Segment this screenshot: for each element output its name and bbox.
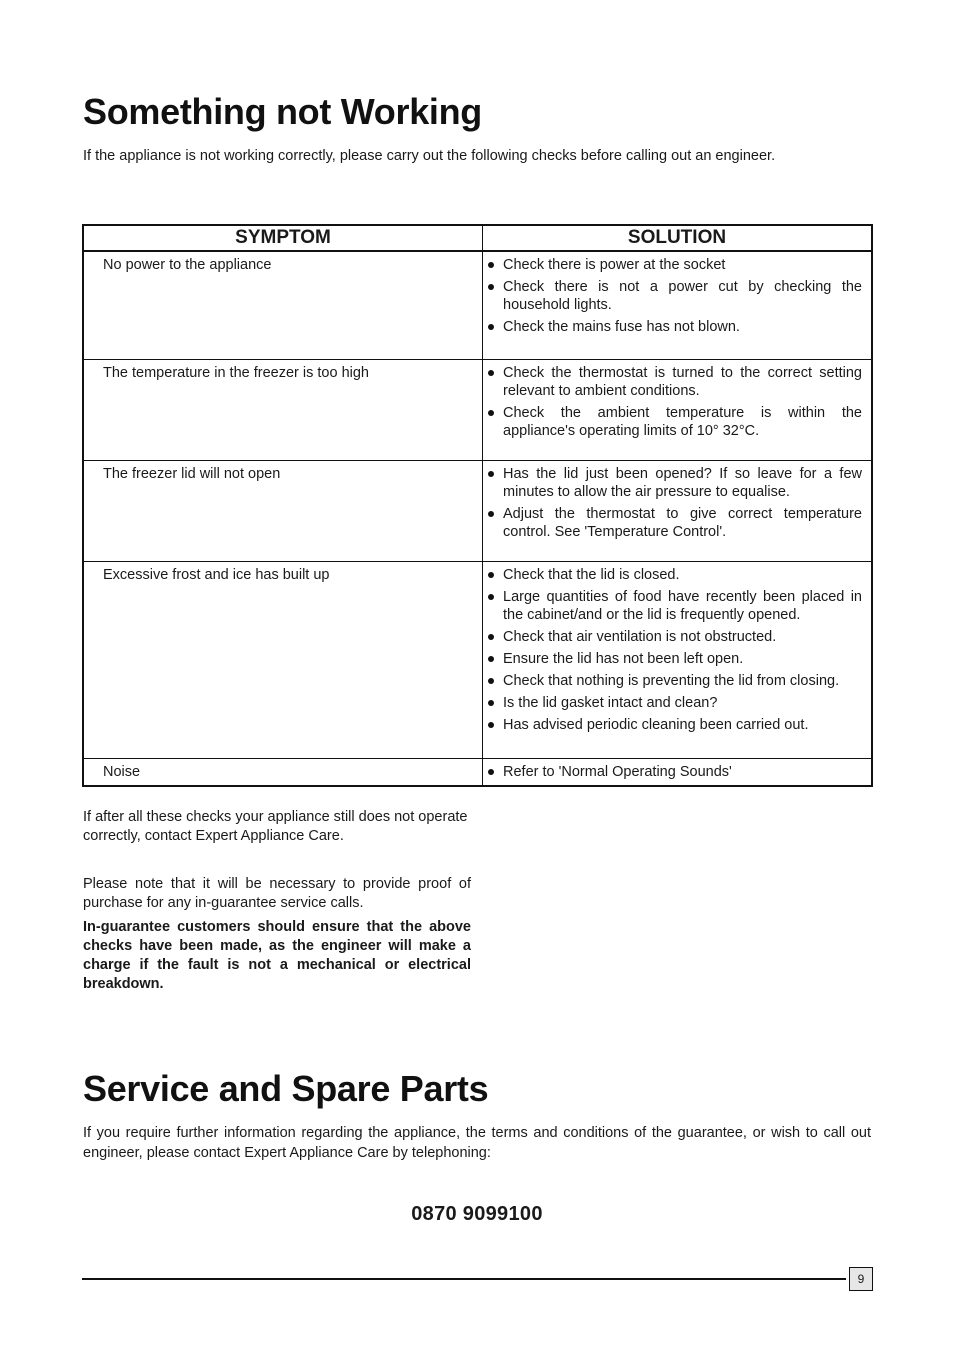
guarantee-warning-note: In-guarantee customers should ensure that the above checks have been made, as the engineer will make a charge if the fault is not a mechanical or electrical breakdown. — [83, 919, 471, 992]
symptom-cell — [83, 460, 483, 561]
solution-column-header: SOLUTION — [483, 225, 873, 251]
solution-item: Check that the lid is closed. — [503, 566, 862, 584]
symptom-column-header: SYMPTOM — [83, 225, 483, 251]
service-intro-text: If you require further information regarding the appliance, the terms and conditions of the guarantee, or wish to call out engineer, please contact Expert Appliance Care by telephoning: — [83, 1125, 871, 1161]
table-header-row — [83, 225, 872, 251]
section-title-something-not-working: Something not Working — [83, 91, 482, 132]
section-title-service-and-spare-parts: Service and Spare Parts — [83, 1068, 489, 1109]
solution-list — [483, 252, 871, 336]
footer-divider — [82, 1278, 846, 1280]
symptom-cell — [83, 758, 483, 786]
table-row — [83, 460, 872, 561]
solution-cell — [483, 561, 873, 758]
solution-cell — [483, 251, 873, 359]
contact-note: If after all these checks your appliance still does not operate correctly, contact Expert Appliance Care. — [83, 809, 468, 844]
table-row — [83, 251, 872, 359]
solution-item: Has the lid just been opened? If so leave for a few minutes to allow the air pressure to equalise. — [503, 465, 862, 500]
table-row — [83, 359, 872, 460]
symptom-text: Excessive frost and ice has built up — [103, 566, 330, 583]
solution-item: Check there is not a power cut by checking the household lights. — [503, 279, 862, 313]
solution-item: Check there is power at the socket — [503, 256, 862, 274]
symptom-text: The freezer lid will not open — [103, 465, 281, 482]
solution-item: Check the ambient temperature is within the appliance's operating limits of 10° 32°C. — [503, 404, 862, 439]
solution-cell — [483, 460, 873, 561]
solution-item: Check the thermostat is turned to the correct setting relevant to ambient conditions. — [503, 364, 862, 399]
solution-item: Adjust the thermostat to give correct temperature control. See 'Temperature Control'. — [503, 505, 862, 540]
troubleshooting-table-body — [83, 251, 872, 786]
solution-item: Is the lid gasket intact and clean? — [503, 694, 862, 712]
symptom-text: Noise — [103, 763, 141, 780]
solution-item: Refer to 'Normal Operating Sounds' — [503, 763, 862, 781]
solution-item: Check that nothing is preventing the lid from closing. — [503, 672, 862, 690]
symptom-cell — [83, 251, 483, 359]
solution-item: Has advised periodic cleaning been carried out. — [503, 716, 862, 734]
solution-item: Ensure the lid has not been left open. — [503, 650, 862, 668]
solution-list — [483, 461, 871, 541]
solution-item: Large quantities of food have recently been placed in the cabinet/and or the lid is frequently opened. — [503, 588, 862, 623]
solution-list — [483, 759, 871, 781]
solution-list — [483, 360, 871, 440]
symptom-cell — [83, 561, 483, 758]
symptom-text: The temperature in the freezer is too high — [103, 364, 369, 381]
table-row — [83, 561, 872, 758]
symptom-cell — [83, 359, 483, 460]
phone-number: 0870 9099100 — [411, 1203, 543, 1225]
table-row — [83, 758, 872, 786]
page-number: 9 — [849, 1267, 873, 1291]
troubleshooting-table — [82, 224, 873, 787]
symptom-text: No power to the appliance — [103, 257, 272, 273]
solution-cell — [483, 758, 873, 786]
solution-cell — [483, 359, 873, 460]
solution-item: Check the mains fuse has not blown. — [503, 318, 862, 336]
proof-of-purchase-note: Please note that it will be necessary to provide proof of purchase for any in-guarantee service calls. — [83, 876, 471, 911]
solution-item: Check that air ventilation is not obstructed. — [503, 628, 862, 646]
solution-list — [483, 562, 871, 734]
section-intro-text: If the appliance is not working correctly, please carry out the following checks before calling out an engineer. — [83, 148, 776, 164]
